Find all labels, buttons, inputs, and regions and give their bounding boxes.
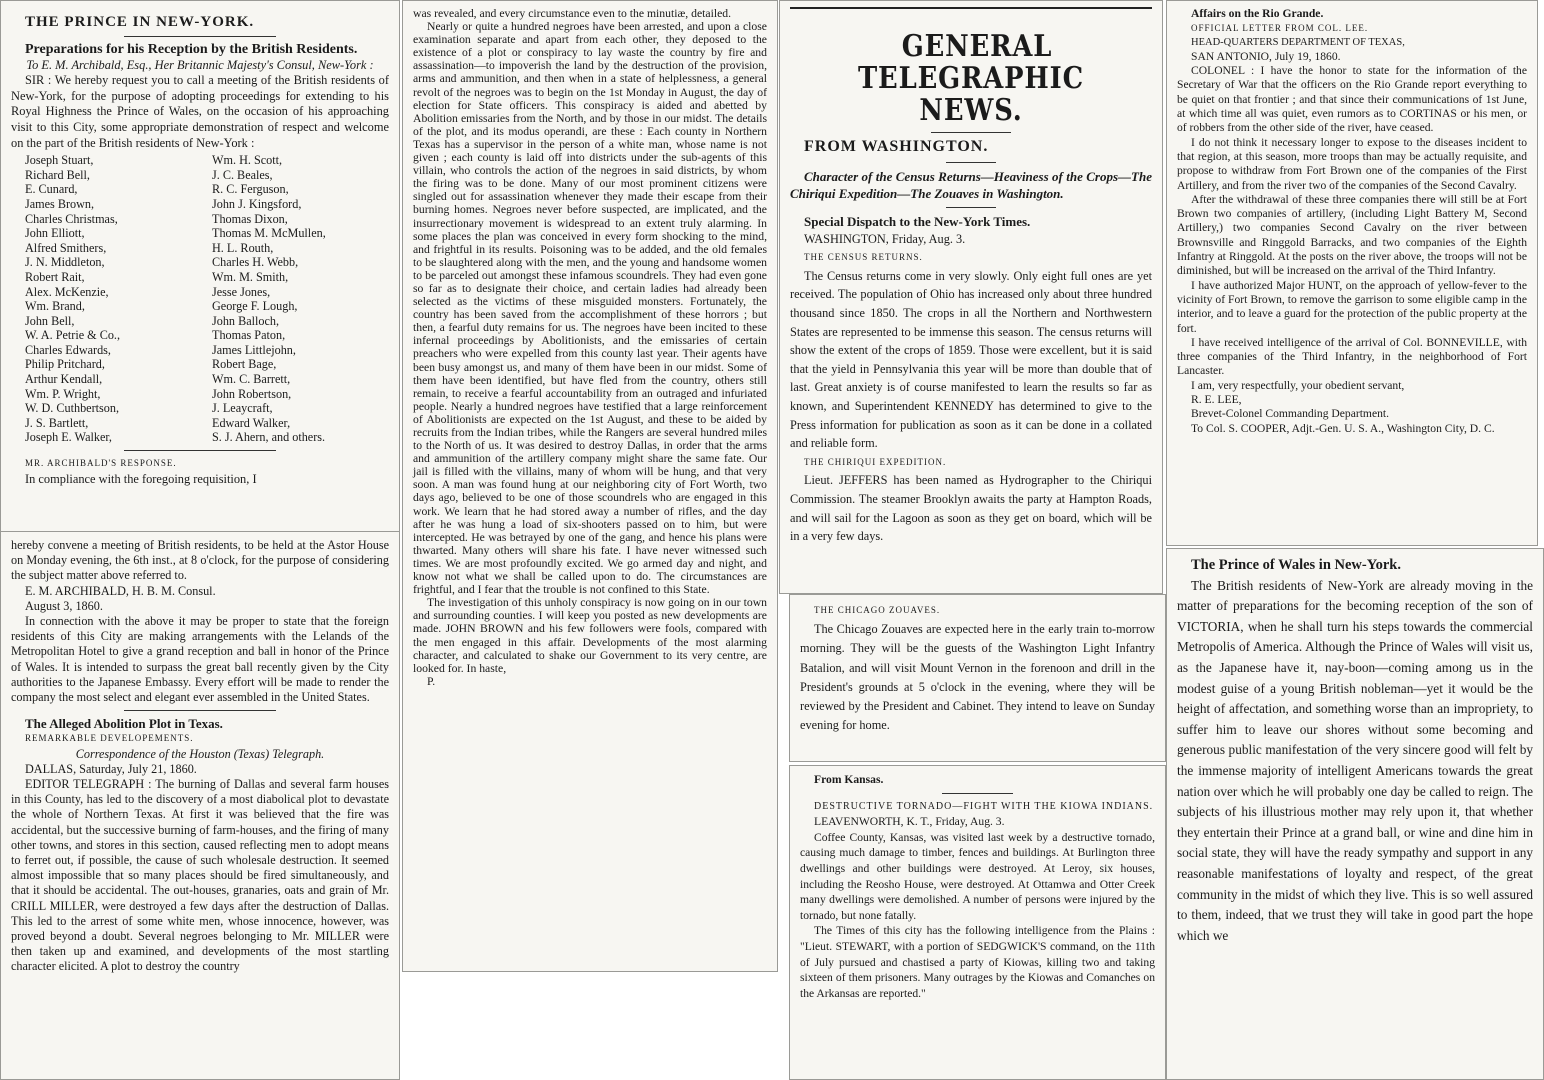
lee-paragraph-5: I have received intelligence of the arrival of Col. BONNEVILLE, with three companies of the Third Infantry, in the neighborhood of Fort Lancaster. [1177, 335, 1527, 378]
signatory: George F. Lough, [212, 299, 298, 314]
signatories-right [212, 153, 389, 445]
kiowa-paragraph: The Times of this city has the following intelligence from the Plains : "Lieut. STEWART, with a portion of SEDGWICK'S command, on the 11th of July pursued and chastised a party of Kiowas, killing two and taking sixteen of them prisoners. Many outrages by the Kiowas and Comanches on the Arkansas are reported." [800, 924, 1155, 1000]
letter-date: August 3, 1860. [25, 598, 103, 613]
signatory: Wm. H. Scott, [212, 153, 283, 168]
response-body: In compliance with the foregoing requisition, I [25, 471, 257, 486]
article-title: THE PRINCE IN NEW-YORK. [25, 14, 255, 30]
lee-paragraph-2: I do not think it necessary longer to expose to the diseases incident to that region, at this season, more troops than may be actually requisite, and propose to withdraw from Fort Brown one of the companies of the First Artillery, and from the river two of the companies of the Second Cavalry. [1177, 135, 1527, 192]
clipping-prince-of-wales-editorial [1166, 548, 1544, 1080]
divider [931, 132, 1011, 133]
clipping-archibald-and-texas-plot [0, 531, 400, 1080]
signatory: E. Cunard, [25, 182, 78, 197]
negroes-paragraph: Nearly or quite a hundred negroes have been arrested, and upon a close examination separate and apart from each other, they deposed to the existence of a plot or conspiracy to lay waste the country by fire and assassination—to impoverish the land by the destruction of the provision, arms and ammunition, and then when in a state of helplessness, a general revolt of the negroes was to begin on the 1st Monday in August, the day of election for State officers. This conspiracy is aided and abetted by Abolition emissaries from the North, and by those in our midst. The details of the plot, and its modus operandi, are these : Each county in Northern Texas has a supervisor in the person of a white man, whose name is not given ; each county is laid off into districts under the sub-agents of this villain, who controls the action of the negroes in said districts, by whom the firing was to be done. Many of our most prominent citizens were singled out for assassination whenever they made their escape from their burning homes. Negroes never before suspected, are implicated, and the insurrectionary movement is widespread to an extent truly alarming. In some places the plan was conceived in every form shocking to the mind, and frightful in its results. Poisoning was to be added, and the old females to be slaughtered along with the men, and the young and handsome women to be parceled out amongst these infamous scoundrels. They had even gone so far as to designate their choice, and certain ladies had already been selected as the victims of these misguided monsters. Fortunately, the country has been saved from the accomplishment of these horrors ; but then, a fearful duty remains for us. The negroes have been incited to these infernal proceedings by Abolitionists, and the emissaries of certain preachers who were expelled from this county last year. Their agents have been busy amongst us, and many of them have been in our midst. Some of them have been identified, but have fled from the country, others still remain, to receive a fearful accountability from an outraged and infuriated people. Nearly a hundred negroes have testified that a large reinforcement of Abolitionists are expected on the 1st August, and these to be aided by recruits from the Indian tribes, while the Rangers are several hundred miles to the North of us. It was desired to destroy Dallas, in order that the arms and ammunition of the artillery company might share the same fate. Our jail is filled with the villains, many of whom will be hung, and that very soon. A man was found hung at our neighboring city of Fort Worth, two days ago, believed to be one of those scoundrels who are engaged in this work. We learn that he had stored away a number of rifles, and the day after he was hung a load of six-shooters passed on to him, but were intercepted. He was betrayed by one of the gang, and hence his plans were thwarted. Many others will share his fate. I have never witnessed such times. We are most profoundly excited. We go armed day and night, and know not what we shall be called upon to do. The circumstances are frightful, and I fear that the trouble is not confined to this State. [413, 20, 767, 597]
signatory: Charles Christmas, [25, 211, 118, 226]
article-subtitle: Preparations for his Reception by the British Residents. [25, 41, 358, 57]
washington-heading: FROM WASHINGTON. [804, 138, 989, 155]
lee-paragraph-3: After the withdrawal of these three companies there will still be at Fort Brown two companies of artillery, (including Light Battery M, Second Artillery,) two companies Second Cavalry on the river between Brownsville and Ringgold Barracks, and two companies of the Eighth Infantry at Ringgold. At the posts on the river above, the troops will not be diminished, but will be increased on the arrival of the Third Infantry. [1177, 192, 1527, 278]
signatory: H. L. Routh, [212, 240, 274, 255]
signatory: Robert Rait, [25, 269, 85, 284]
washington-dateline: WASHINGTON, Friday, Aug. 3. [804, 231, 966, 246]
clipping-general-telegraphic-news [779, 0, 1163, 594]
washington-subheading: Character of the Census Returns—Heaviness of the Crops—The Chiriqui Expedition—The Zouaves in Washington. [790, 168, 1152, 201]
signatory: J. N. Middleton, [25, 255, 105, 270]
lee-title: Brevet-Colonel Commanding Department. [1191, 407, 1390, 421]
signatories-left [25, 153, 202, 445]
correspondence-line: Correspondence of the Houston (Texas) Telegraph. [75, 746, 325, 761]
signatory: John Balloch, [212, 313, 280, 328]
signatory: Charles Edwards, [25, 342, 111, 357]
convene-paragraph: hereby convene a meeting of British residents, to be held at the Astor House on Monday evening, the 6th inst., at 8 o'clock, for the purpose of considering the subject matter above referred to. [11, 538, 389, 583]
signatory: W. A. Petrie & Co., [25, 328, 121, 343]
reception-paragraph: In connection with the above it may be proper to state that the foreign residents of this City are making arrangements with the Lelands of the Metropolitan Hotel to give a grand reception and ball in honor of the Prince of Wales. It is intended to surpass the great ball recently given by the City authorities to the Japanese Embassy. Every effort will be made to render the company the most select and elegant ever assembled in the United States. [11, 614, 389, 705]
signatory: Thomas Paton, [212, 328, 286, 343]
signatory: Richard Bell, [25, 167, 90, 182]
response-heading: MR. ARCHIBALD'S RESPONSE. [25, 458, 177, 469]
signatories-list [25, 153, 389, 445]
san-antonio-dateline: SAN ANTONIO, July 19, 1860. [1191, 49, 1341, 63]
rio-grande-heading: Affairs on the Rio Grande. [1191, 7, 1324, 20]
chiriqui-body: Lieut. JEFFERS has been named as Hydrographer to the Chiriqui Commission. The steamer Brooklyn awaits the party at Hampton Roads, and will sail for the Lagoon as soon as they get on board, which will be in a very few days. [790, 473, 1152, 544]
signatory: Alfred Smithers, [25, 240, 107, 255]
signatory: Joseph Stuart, [25, 153, 94, 168]
clipping-rio-grande [1166, 0, 1538, 546]
tornado-paragraph: Coffee County, Kansas, was visited last week by a destructive tornado, causing much damage to timber, fences and buildings. At Burlington three dwellings and other buildings were destroyed. At Leroy, six houses, including the Reosho House, were destroyed. At Ottamwa and Otter Creek many dwellings were demolished. A number of persons were injured by the tornado, but none fatally. [800, 830, 1155, 922]
signatory: S. J. Ahern, and others. [212, 430, 326, 445]
signatory: W. D. Cuthbertson, [25, 401, 119, 416]
signatory: Joseph E. Walker, [25, 430, 112, 445]
kansas-heading: From Kansas. [814, 773, 884, 786]
clipping-from-kansas [789, 765, 1166, 1080]
signatory: Thomas M. McMullen, [212, 226, 326, 241]
headquarters-line: HEAD-QUARTERS DEPARTMENT OF TEXAS, [1191, 36, 1405, 48]
letter-recipient: To Col. S. COOPER, Adjt.-Gen. U. S. A., Washington City, D. C. [1191, 421, 1495, 435]
signatory: J. C. Beales, [212, 167, 273, 182]
zouaves-body: The Chicago Zouaves are expected here in the early train to-morrow morning. They will be the guests of the Washington Light Infantry Batalion, and will visit Mount Vernon in the forenoon and drill in the President's grounds at 5 o'clock in the evening, where they will be reviewed by the President and Cabinet. They intend to leave on Sunday evening for home. [800, 622, 1155, 733]
lee-closing: I am, very respectfully, your obedient servant, [1191, 378, 1405, 392]
signatory: James Brown, [25, 196, 95, 211]
divider [124, 36, 275, 37]
divider [124, 710, 275, 711]
signatory: John Robertson, [212, 386, 292, 401]
editorial-heading: The Prince of Wales in New-York. [1191, 557, 1401, 573]
texas-plot-body: EDITOR TELEGRAPH : The burning of Dallas and several farm houses in this County, has led to the discovery of a most diabolical plot to devastate the whole of Northern Texas. At first it was believed that the fire was accidental, but the successive burning of farm-houses, and the firing of many other towns, and stores in this section, caused reflecting men to adopt means to ferret out, if possible, the cause of such wholesale destruction. It seemed almost impossible that so many places should be fired simultaneously, and that it should be accidental. The out-houses, granaries, oats and grain of Mr. CRILL MILLER, were destroyed a few days after the destruction of Dallas. This led to the arrest of some white men, whose innocence, however, was proved beyond a doubt. Several negroes belonging to Mr. MILLER were then taken up and examined, and developments of the most startling character elicited. A plot to destroy the country [11, 777, 389, 974]
top-rule [790, 7, 1152, 9]
signatory: John J. Kingsford, [212, 196, 302, 211]
signatory: Wm. C. Barrett, [212, 372, 291, 387]
zouaves-heading: THE CHICAGO ZOUAVES. [814, 605, 941, 615]
census-body: The Census returns come in very slowly. Only eight full ones are yet received. The population of Ohio has increased only about three hundred thousand since 1850. The crops in all the Northern and Northwestern States are represented to be immense this season. The census returns will show the extent of the crops of 1859. Those were excellent, but it is said that the yield in Pennsylvania this year will be more than double that of last. Great anxiety is of course manifested to learn the results so far as known, and Superintendent KENNEDY has determined to give to the Press information for publication as soon as it can be done in a collated and reliable form. [790, 268, 1152, 451]
signatory: Wm. Brand, [25, 299, 85, 314]
special-dispatch: Special Dispatch to the New-York Times. [804, 213, 1031, 229]
investigation-paragraph: The investigation of this unholy conspiracy is now going on in our town and surrounding counties. I will keep you posted as new developments are made. JOHN BROWN and his few followers were fools, compared with the men engaged in this affair. Developments of the most alarming character, and calculated to shake our Government to its very centre, are looked for. In haste, [413, 596, 767, 675]
consul-signature: E. M. ARCHIBALD, H. B. M. Consul. [25, 583, 216, 598]
signatory: Edward Walker, [212, 415, 291, 430]
signatory: Wm. P. Wright, [25, 386, 101, 401]
signatory: Philip Pritchard, [25, 357, 105, 372]
lee-signature: R. E. LEE, [1191, 393, 1242, 407]
signoff: P. [427, 674, 436, 688]
leavenworth-dateline: LEAVENWORTH, K. T., Friday, Aug. 3. [814, 815, 1005, 829]
signatory: John Elliott, [25, 226, 85, 241]
signatory: Alex. McKenzie, [25, 284, 109, 299]
masthead: GENERAL TELEGRAPHIC NEWS. [857, 29, 1084, 128]
signatory: J. S. Bartlett, [25, 415, 89, 430]
divider [124, 450, 275, 451]
texas-plot-subheading: REMARKABLE DEVELOPEMENTS. [25, 733, 194, 744]
census-heading: THE CENSUS RETURNS. [804, 252, 923, 263]
signatory: Thomas Dixon, [212, 211, 288, 226]
signatory: R. C. Ferguson, [212, 182, 289, 197]
signatory: John Bell, [25, 313, 75, 328]
signatory: Robert Bage, [212, 357, 277, 372]
divider [946, 207, 997, 208]
clipping-chicago-zouaves [789, 594, 1166, 762]
divider [946, 162, 997, 163]
signatory: Wm. M. Smith, [212, 269, 289, 284]
request-body: SIR : We hereby request you to call a meeting of the British residents of New-York, for the purpose of adopting proceedings for extending to his Royal Highness the Prince of Wales, on the occasion of his approaching visit to this City, some appropriate demonstration of respect and welcome on the part of the British residents of New-York : [11, 73, 389, 150]
signatory: J. Leaycraft, [212, 401, 273, 416]
texas-plot-heading: The Alleged Abolition Plot in Texas. [25, 716, 223, 732]
editorial-body: The British residents of New-York are already moving in the matter of preparations for the becoming reception of the son of VICTORIA, when he shall turn his steps towards the commercial Metropolis of America. Although the Prince of Wales will visit us, as the Japanese have it, nay-boon—coming among us in the modest guise of a young British nobleman—yet it would be the height of affectation, and something worse than an impropriety, to suffer him to leave our shores without some becoming and generous public manifestation of the very sincere good will felt by the immense majority of intelligent Americans towards the great nation over which he will probably one day be called to reign. The subjects of his illustrious mother may rely upon it, that whether they entertain their Prince at a grand ball, or wine and dine him in social state, they will have the ready sympathy and support in any reasonable manifestations of loyalty and respect, of the great community in the midst of which they live. This is so well assured to them, indeed, that we trust they will take in good part the hope which we [1177, 577, 1533, 943]
divider [942, 793, 1013, 794]
continued-text: was revealed, and every circumstance even to the minutiæ, detailed. [413, 7, 732, 20]
dallas-dateline: DALLAS, Saturday, July 21, 1860. [25, 761, 197, 776]
signatory: Arthur Kendall, [25, 372, 103, 387]
address-line: To E. M. Archibald, Esq., Her Britannic Majesty's Consul, New-York : [26, 57, 374, 72]
kansas-subheading: DESTRUCTIVE TORNADO—FIGHT WITH THE KIOWA INDIANS. [814, 800, 1154, 812]
signatory: Charles H. Webb, [212, 255, 299, 270]
clipping-prince-in-new-york [0, 0, 400, 536]
lee-letter-subheading: OFFICIAL LETTER FROM COL. LEE. [1191, 23, 1369, 34]
signatory: James Littlejohn, [212, 342, 296, 357]
clipping-texas-plot-continued [402, 0, 778, 972]
signatory: Jesse Jones, [212, 284, 271, 299]
lee-paragraph-1: COLONEL : I have the honor to state for the information of the Secretary of War that the officers on the Rio Grande report everything to be quiet on that frontier ; and that since their communications of 1st June, at which time all was quiet, even rumors as to CORTINAS or his men, or of robbers from the other side of the river, have ceased. [1177, 64, 1527, 135]
chiriqui-heading: THE CHIRIQUI EXPEDITION. [804, 456, 947, 467]
lee-paragraph-4: I have authorized Major HUNT, on the approach of yellow-fever to the vicinity of Fort Brown, to remove the garrison to some eligible camp in the interior, and to leave a guard for the protection of the public property at the fort. [1177, 278, 1527, 335]
